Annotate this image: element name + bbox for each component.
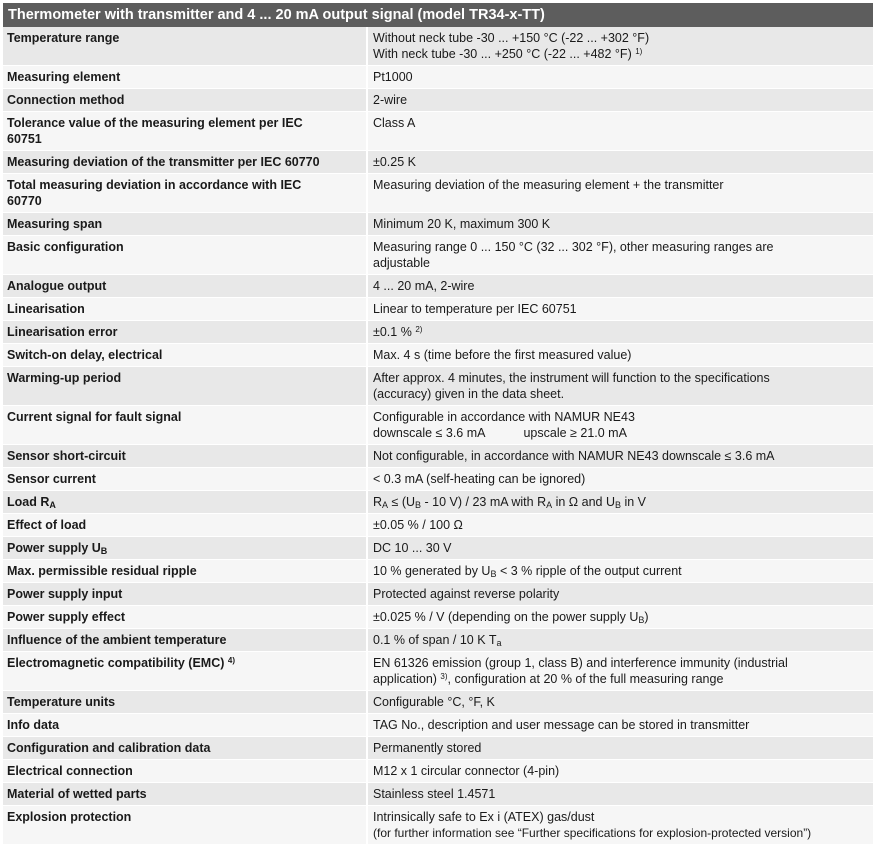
row-sensor-short-circuit: [3, 445, 873, 468]
load-b: B: [415, 500, 422, 510]
row-load: [3, 491, 873, 514]
label-connection-method: Connection method: [3, 89, 367, 112]
load-in-v: in V: [621, 495, 647, 509]
row-effect-of-load: [3, 514, 873, 537]
footnote-3: 3): [440, 672, 448, 681]
fault-signal-line1: Configurable in accordance with NAMUR NE43: [373, 410, 635, 424]
label-explosion-protection: Explosion protection: [3, 806, 367, 845]
row-power-supply-effect: [3, 606, 873, 629]
label-electrical-connection: Electrical connection: [3, 760, 367, 783]
value-switch-on-delay: Max. 4 s (time before the first measured value): [367, 344, 873, 367]
label-emc-text: Electromagnetic compatibility (EMC): [7, 656, 225, 670]
load-r: R: [373, 495, 383, 509]
value-residual-ripple: [367, 560, 873, 583]
emc-post: , configuration at 20 % of the full measuring range: [447, 672, 724, 686]
row-analogue-output: [3, 275, 873, 298]
row-warming-up: [3, 367, 873, 406]
label-sensor-short-circuit: Sensor short-circuit: [3, 445, 367, 468]
label-total-deviation: [3, 174, 367, 213]
row-power-supply: [3, 537, 873, 560]
value-ambient-temperature: [367, 629, 873, 652]
temperature-range-line1: Without neck tube -30 ... +150 °C (-22 ... +302 °F): [373, 31, 650, 45]
load-b2: B: [614, 500, 621, 510]
label-power-supply-sub: B: [100, 546, 108, 556]
label-temperature-range: Temperature range: [3, 27, 367, 66]
value-power-supply: DC 10 ... 30 V: [367, 537, 873, 560]
row-fault-signal: [3, 406, 873, 445]
label-linearisation: Linearisation: [3, 298, 367, 321]
row-total-deviation: [3, 174, 873, 213]
value-measuring-span: Minimum 20 K, maximum 300 K: [367, 213, 873, 236]
residual-ripple-post: < 3 % ripple of the output current: [496, 564, 682, 578]
row-measuring-span: [3, 213, 873, 236]
table-title: Thermometer with transmitter and 4 ... 20 mA output signal (model TR34-x-TT): [3, 3, 873, 27]
label-linearisation-error: Linearisation error: [3, 321, 367, 344]
row-power-supply-input: [3, 583, 873, 606]
label-power-supply-input: Power supply input: [3, 583, 367, 606]
value-linearisation: Linear to temperature per IEC 60751: [367, 298, 873, 321]
spec-table: [3, 27, 873, 845]
basic-configuration-text: Measuring range 0 ... 150 °C (32 ... 302 °F), other measuring ranges are adjustable: [373, 240, 774, 270]
value-deviation-transmitter: ±0.25 K: [367, 151, 873, 174]
footnote-2: 2): [415, 325, 423, 334]
label-info-data: Info data: [3, 714, 367, 737]
row-residual-ripple: [3, 560, 873, 583]
fault-signal-upscale: upscale ≥ 21.0 mA: [523, 426, 627, 440]
load-le: ≤ (U: [388, 495, 416, 509]
label-config-data: Configuration and calibration data: [3, 737, 367, 760]
label-residual-ripple: Max. permissible residual ripple: [3, 560, 367, 583]
label-load-text: Load R: [7, 495, 50, 509]
load-a: A: [382, 500, 389, 510]
row-temperature-range: [3, 27, 873, 66]
value-warming-up: [367, 367, 873, 406]
value-temperature-units: Configurable °C, °F, K: [367, 691, 873, 714]
label-basic-configuration: Basic configuration: [3, 236, 367, 275]
label-ambient-temperature: Influence of the ambient temperature: [3, 629, 367, 652]
label-tolerance: [3, 112, 367, 151]
label-fault-signal: Current signal for fault signal: [3, 406, 367, 445]
label-load: [3, 491, 367, 514]
value-fault-signal: [367, 406, 873, 445]
label-analogue-output: Analogue output: [3, 275, 367, 298]
label-sensor-current: Sensor current: [3, 468, 367, 491]
row-ambient-temperature: [3, 629, 873, 652]
row-basic-configuration: [3, 236, 873, 275]
label-power-supply-text: Power supply U: [7, 541, 101, 555]
row-switch-on-delay: [3, 344, 873, 367]
value-analogue-output: 4 ... 20 mA, 2-wire: [367, 275, 873, 298]
row-tolerance: [3, 112, 873, 151]
row-sensor-current: [3, 468, 873, 491]
value-power-supply-input: Protected against reverse polarity: [367, 583, 873, 606]
label-effect-of-load: Effect of load: [3, 514, 367, 537]
ambient-temperature-sub: a: [496, 638, 502, 648]
label-warming-up: Warming-up period: [3, 367, 367, 406]
label-tolerance-text: Tolerance value of the measuring element per IEC 60751: [7, 116, 303, 146]
residual-ripple-sub: B: [490, 569, 497, 579]
emc-pre: EN 61326 emission (group 1, class B) and interference immunity (industrial application): [373, 656, 788, 686]
footnote-4: 4): [227, 656, 236, 665]
row-linearisation: [3, 298, 873, 321]
value-total-deviation: Measuring deviation of the measuring element + the transmitter: [367, 174, 873, 213]
power-supply-effect-post: ): [644, 610, 649, 624]
value-load: [367, 491, 873, 514]
label-load-sub: A: [49, 500, 56, 510]
row-connection-method: [3, 89, 873, 112]
value-sensor-short-circuit: Not configurable, in accordance with NAMUR NE43 downscale ≤ 3.6 mA: [367, 445, 873, 468]
value-linearisation-error: [367, 321, 873, 344]
value-config-data: Permanently stored: [367, 737, 873, 760]
fault-signal-downscale: downscale ≤ 3.6 mA: [373, 426, 486, 440]
warming-up-text: After approx. 4 minutes, the instrument will function to the specifications (accuracy) given in the data sheet.: [373, 371, 770, 401]
value-connection-method: 2-wire: [367, 89, 873, 112]
load-in-ohm: in Ω and U: [552, 495, 615, 509]
value-wetted-parts: Stainless steel 1.4571: [367, 783, 873, 806]
value-explosion-protection: [367, 806, 873, 845]
load-mid: - 10 V) / 23 mA with R: [421, 495, 547, 509]
value-power-supply-effect: [367, 606, 873, 629]
row-measuring-element: [3, 66, 873, 89]
row-temperature-units: [3, 691, 873, 714]
label-deviation-transmitter: Measuring deviation of the transmitter per IEC 60770: [3, 151, 367, 174]
power-supply-effect-sub: B: [638, 615, 645, 625]
label-emc: [3, 652, 367, 691]
label-power-supply-effect: Power supply effect: [3, 606, 367, 629]
load-a2: A: [546, 500, 553, 510]
value-tolerance: Class A: [367, 112, 873, 151]
value-basic-configuration: [367, 236, 873, 275]
value-electrical-connection: M12 x 1 circular connector (4-pin): [367, 760, 873, 783]
residual-ripple-pre: 10 % generated by U: [373, 564, 491, 578]
label-wetted-parts: Material of wetted parts: [3, 783, 367, 806]
footnote-1: 1): [635, 47, 643, 56]
label-power-supply: [3, 537, 367, 560]
ambient-temperature-pre: 0.1 % of span / 10 K T: [373, 633, 497, 647]
row-deviation-transmitter: [3, 151, 873, 174]
label-temperature-units: Temperature units: [3, 691, 367, 714]
power-supply-effect-pre: ±0.025 % / V (depending on the power supply U: [373, 610, 639, 624]
temperature-range-line2: With neck tube -30 ... +250 °C (-22 ... +482 °F): [373, 47, 632, 61]
explosion-protection-line2: (for further information see “Further specifications for explosion-protected version”): [373, 826, 812, 840]
row-electrical-connection: [3, 760, 873, 783]
label-measuring-element: Measuring element: [3, 66, 367, 89]
row-wetted-parts: [3, 783, 873, 806]
value-temperature-range: [367, 27, 873, 66]
row-explosion-protection: [3, 806, 873, 845]
row-info-data: [3, 714, 873, 737]
row-config-data: [3, 737, 873, 760]
label-total-deviation-text: Total measuring deviation in accordance with IEC 60770: [7, 178, 302, 208]
linearisation-error-text: ±0.1 %: [373, 325, 412, 339]
label-switch-on-delay: Switch-on delay, electrical: [3, 344, 367, 367]
value-sensor-current: < 0.3 mA (self-heating can be ignored): [367, 468, 873, 491]
spec-sheet: [3, 3, 873, 845]
row-linearisation-error: [3, 321, 873, 344]
value-info-data: TAG No., description and user message can be stored in transmitter: [367, 714, 873, 737]
value-measuring-element: Pt1000: [367, 66, 873, 89]
explosion-protection-line1: Intrinsically safe to Ex i (ATEX) gas/dust: [373, 810, 595, 824]
label-measuring-span: Measuring span: [3, 213, 367, 236]
value-emc: [367, 652, 873, 691]
value-effect-of-load: ±0.05 % / 100 Ω: [367, 514, 873, 537]
row-emc: [3, 652, 873, 691]
